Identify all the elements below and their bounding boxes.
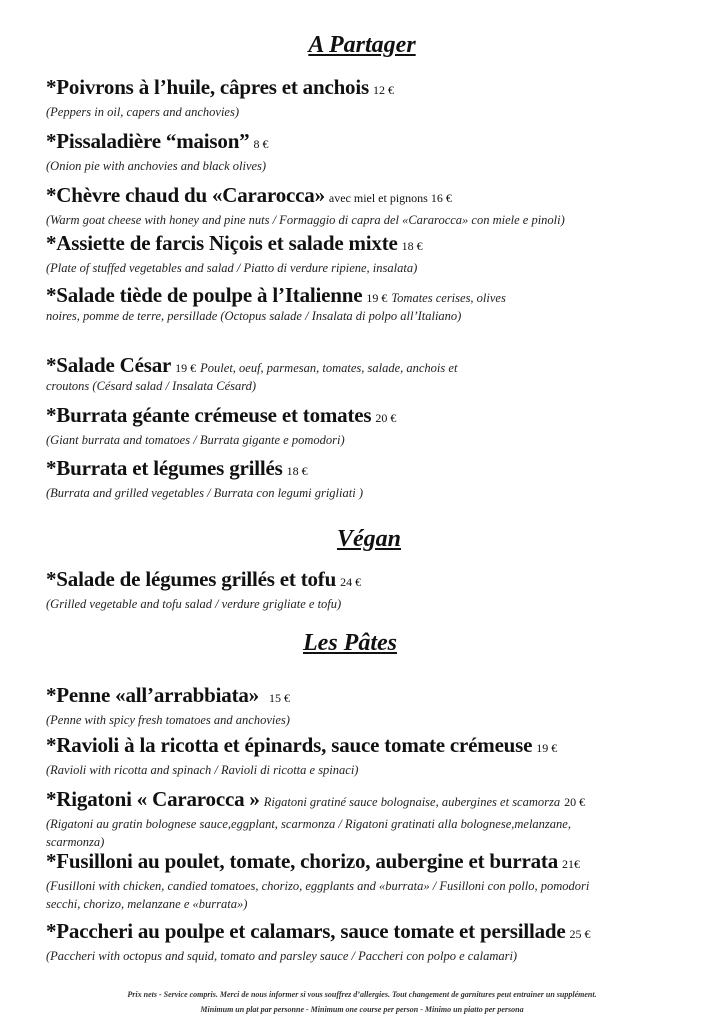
- item-price: 25 €: [569, 927, 591, 941]
- menu-item: [46, 567, 686, 613]
- menu-item: [46, 849, 706, 913]
- item-name: *Salade de légumes grillés et tofu: [46, 567, 337, 591]
- item-name: *Rigatoni « Cararocca »: [46, 787, 260, 811]
- item-description: (Plate of stuffed vegetables and salad / Piatto di verdure ripiene, insalata): [46, 261, 418, 275]
- menu-item: [46, 733, 706, 779]
- item-extra: avec miel et pignons 16 €: [328, 191, 452, 205]
- item-price: 12 €: [372, 83, 394, 97]
- menu-item: [46, 683, 686, 729]
- item-price: 20 €: [564, 795, 586, 809]
- menu-item: [46, 75, 686, 121]
- item-price: 21€: [562, 857, 581, 871]
- item-name: *Ravioli à la ricotta et épinards, sauce tomate crémeuse: [46, 733, 533, 757]
- item-description: (Fusilloni with chicken, candied tomatoes, chorizo, eggplants and «burrata» / Fusilloni con pollo, pomodori secchi, chorizo, melanzane e «burrata»): [46, 879, 590, 911]
- item-description: (Peppers in oil, capers and anchovies): [46, 105, 240, 119]
- item-price: 19 €: [175, 361, 197, 375]
- menu-item: [46, 919, 706, 965]
- item-name: *Chèvre chaud du «Cararocca»: [46, 183, 325, 207]
- menu-item: [46, 353, 496, 395]
- menu-item: [46, 129, 686, 175]
- item-price: 19 €: [366, 291, 388, 305]
- section-title-a-partager: A Partager: [308, 32, 416, 58]
- item-price: 24 €: [340, 575, 362, 589]
- item-name: *Fusilloni au poulet, tomate, chorizo, aubergine et burrata: [46, 849, 559, 873]
- section-title-vegan: Végan: [336, 526, 401, 552]
- item-description: (Penne with spicy fresh tomatoes and anchovies): [46, 713, 290, 727]
- menu-item: [46, 403, 686, 449]
- item-description: (Onion pie with anchovies and black olives): [46, 159, 267, 173]
- item-price: 18 €: [401, 239, 423, 253]
- menu-item: [46, 456, 686, 502]
- menu-item: [46, 283, 508, 325]
- item-name: *Poivrons à l’huile, câpres et anchois: [46, 75, 369, 99]
- item-name: *Assiette de farcis Niçois et salade mixte: [46, 231, 398, 255]
- item-description: (Burrata and grilled vegetables / Burrata con legumi grigliati ): [46, 486, 363, 500]
- item-description: (Warm goat cheese with honey and pine nuts / Formaggio di capra del «Cararocca» con miele e pinoli): [46, 213, 565, 227]
- menu-item: [46, 787, 686, 851]
- item-price: 18 €: [286, 464, 308, 478]
- footer-minimum: Minimum un plat par personne - Minimum one course per person - Minimo un piatto per persona: [200, 1005, 524, 1014]
- item-description: (Ravioli with ricotta and spinach / Ravioli di ricotta e spinaci): [46, 763, 359, 777]
- footer-notice: Prix nets - Service compris. Merci de nous informer si vous souffrez d’allergies. Tout changement de garnitures peut entrainer un supplément.: [127, 990, 597, 999]
- item-name: *Penne «all’arrabbiata»: [46, 683, 259, 707]
- item-inline-description: Rigatoni gratiné sauce bolognaise, aubergines et scamorza: [263, 795, 561, 809]
- item-name: *Burrata géante crémeuse et tomates: [46, 403, 372, 427]
- item-description: Tomates cerises, olives noires, pomme de terre, persillade (Octopus salade / Insalata di polpo all’Italiano): [46, 291, 506, 323]
- section-title-les-pates: Les Pâtes: [303, 630, 397, 656]
- item-description: (Grilled vegetable and tofu salad / verdure grigliate e tofu): [46, 597, 342, 611]
- item-description: (Paccheri with octopus and squid, tomato and parsley sauce / Paccheri con polpo e calamari): [46, 949, 518, 963]
- item-name: *Pissaladière “maison”: [46, 129, 250, 153]
- item-price: 19 €: [536, 741, 558, 755]
- menu-item: [46, 183, 706, 229]
- item-price: 20 €: [375, 411, 397, 425]
- item-description: (Giant burrata and tomatoes / Burrata gigante e pomodori): [46, 433, 345, 447]
- item-description: Poulet, oeuf, parmesan, tomates, salade, anchois et croutons (Césard salad / Insalata Césard): [46, 361, 458, 393]
- item-name: *Burrata et légumes grillés: [46, 456, 283, 480]
- item-price: 8 €: [253, 137, 269, 151]
- item-price: 15 €: [268, 691, 290, 705]
- menu-item: [46, 231, 686, 277]
- item-description: (Rigatoni au gratin bolognese sauce,eggplant, scarmonza / Rigatoni gratinati alla bolognese,melanzane, scarmonza): [46, 817, 571, 849]
- item-name: *Salade tiède de poulpe à l’Italienne: [46, 283, 363, 307]
- item-name: *Salade César: [46, 353, 172, 377]
- item-name: *Paccheri au poulpe et calamars, sauce tomate et persillade: [46, 919, 566, 943]
